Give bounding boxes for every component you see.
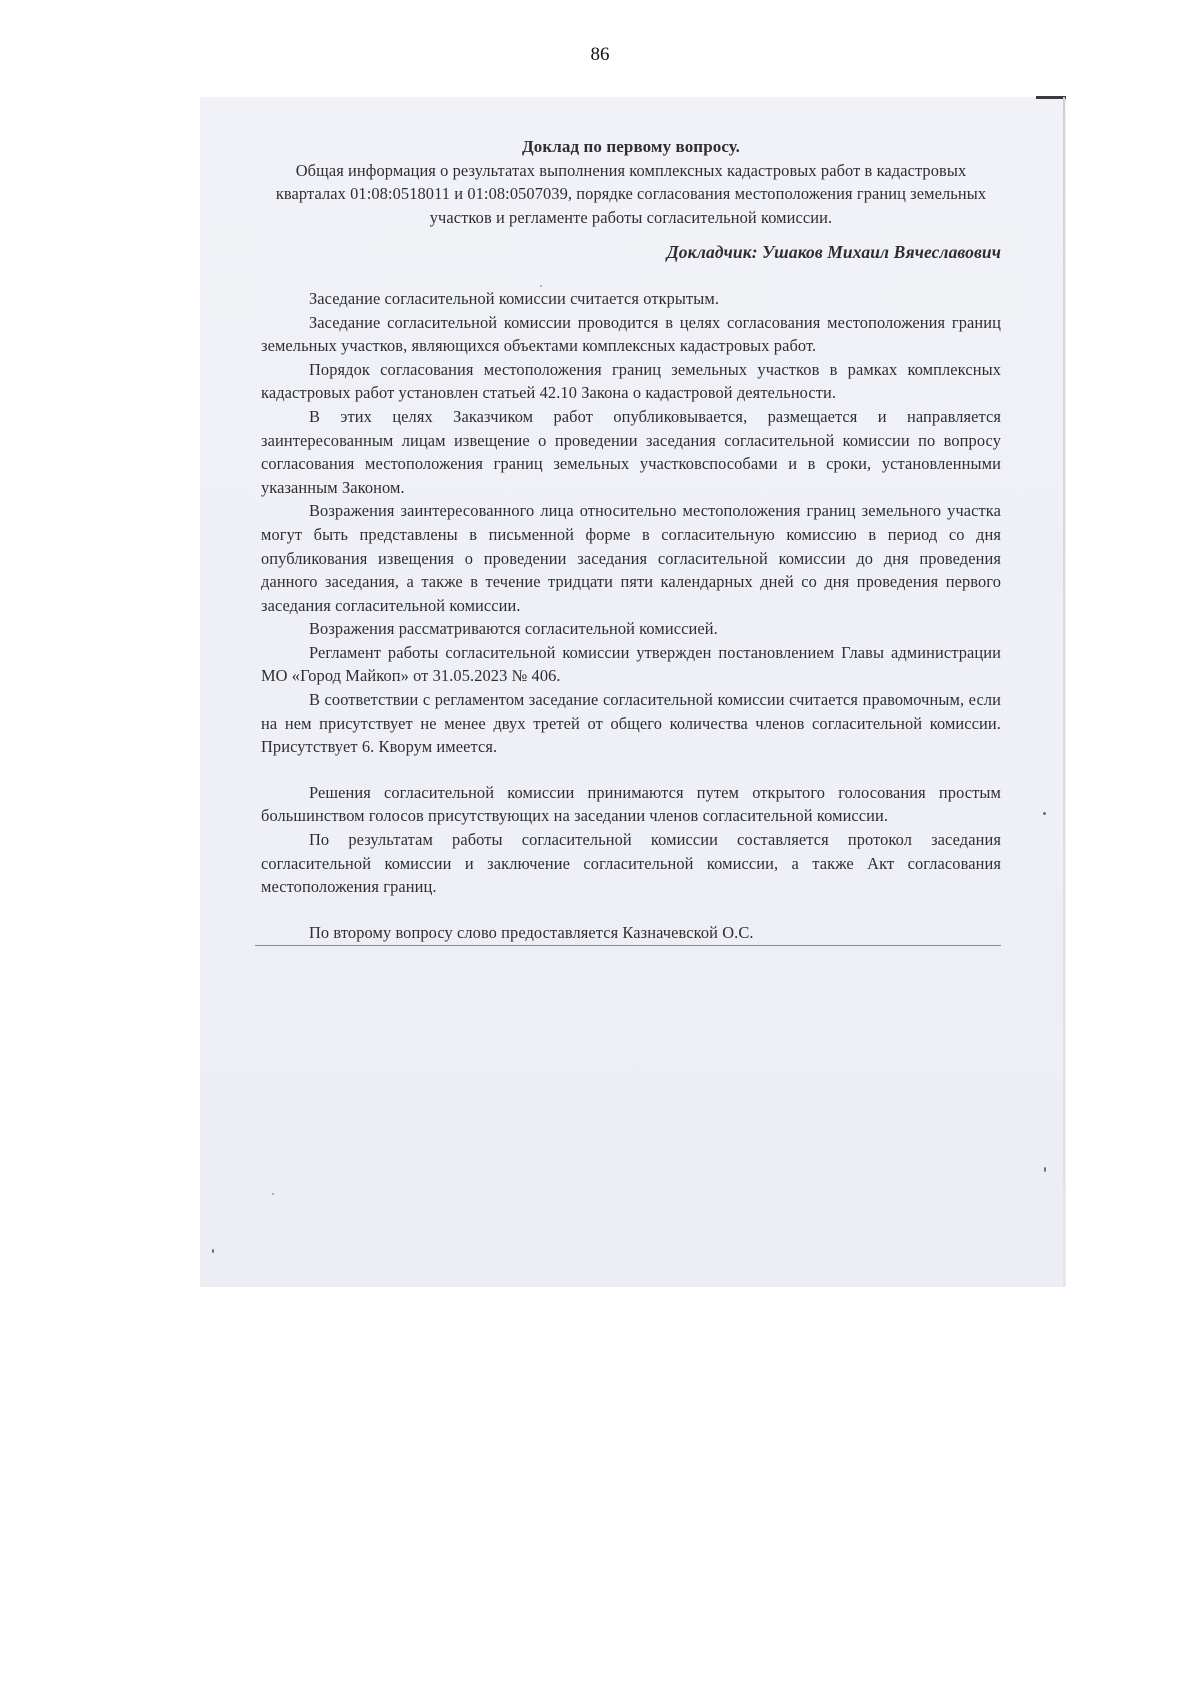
- paragraph: Возражения рассматриваются согласительной комиссией.: [309, 619, 718, 639]
- scan-speck: [1043, 812, 1046, 815]
- paragraph: Заседание согласительной комиссии проводится в целях согласования местоположения границ земельных участков, являющихся объектами комплексных кадастровых работ.: [261, 312, 1001, 356]
- paragraph: Заседание согласительной комиссии считается открытым.: [309, 288, 720, 308]
- paragraph: Решения согласительной комиссии принимаются путем открытого голосования простым большинством голосов присутствующих на заседании членов согласительной комиссии.: [261, 782, 1001, 826]
- closing-line: По второму вопросу слово предоставляется Казначевской О.С.: [255, 921, 1001, 947]
- paragraph-gap: [261, 899, 1001, 921]
- paragraph: Возражения заинтересованного лица относительно местоположения границ земельного участка могут быть представлены в письменной форме в согласительную комиссию в период со дня опубликования извещения о проведении заседания согласительной комиссии до дня проведения данного заседания, а также в течение тридцати пяти календарных дней со дня проведения первого заседания согласительной комиссии.: [261, 501, 1001, 615]
- speaker-line: Докладчик: Ушаков Михаил Вячеславович: [666, 242, 1001, 263]
- paragraph-gap: [261, 759, 1001, 781]
- paragraph: Порядок согласования местоположения границ земельных участков в рамках комплексных кадастровых работ установлен статьей 42.10 Закона о кадастровой деятельности.: [261, 359, 1001, 403]
- scan-speck: [212, 1249, 214, 1253]
- paragraph: Регламент работы согласительной комиссии утвержден постановлением Главы администрации МО «Город Майкоп» от 31.05.2023 № 406.: [261, 642, 1001, 686]
- document-subtitle: Общая информация о результатах выполнения комплексных кадастровых работ в кадастровых кварталах 01:08:0518011 и 01:08:0507039, порядке согласования местоположения границ земельных участков и регламенте работы согласительной комиссии.: [275, 160, 987, 227]
- paragraph: В соответствии с регламентом заседание согласительной комиссии считается правомочным, если на нем присутствует не менее двух третей от общего количества членов согласительной комиссии. Присутствует 6. Кворум имеется.: [261, 690, 1001, 757]
- scan-speck: [1044, 1167, 1046, 1172]
- page-number: 86: [590, 44, 610, 65]
- document-body: [261, 135, 1001, 946]
- scan-edge-mark: [1036, 96, 1066, 99]
- scan-speck: [272, 1193, 274, 1195]
- document-title: Доклад по первому вопросу.: [521, 137, 741, 156]
- paragraph: В этих целях Заказчиком работ опубликовывается, размещается и направляется заинтересованным лицам извещение о проведении заседания согласительной комиссии по вопросу согласования местоположения границ земельных участковспособами и в сроки, установленными указанным Законом.: [261, 406, 1001, 497]
- scan-edge-shadow: [1063, 97, 1065, 1287]
- paragraph: По результатам работы согласительной комиссии составляется протокол заседания согласительной комиссии и заключение согласительной комиссии, а также Акт согласования местоположения границ.: [261, 830, 1001, 897]
